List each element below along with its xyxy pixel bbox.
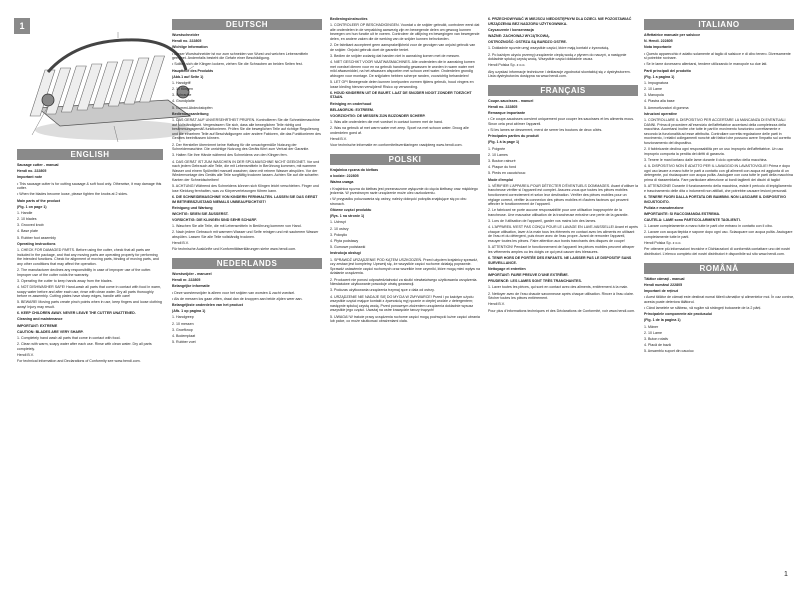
text-line: 4. Grundplatte	[172, 99, 195, 104]
text-line: 4. Placă de bază	[644, 343, 671, 348]
polish-body-continued	[488, 17, 638, 79]
text-line: BELANGRIJK: EXTREEM.	[330, 107, 374, 112]
text-line: 2. 10 Lames	[488, 152, 508, 157]
text-line: 5. Rubber voet	[172, 340, 196, 345]
text-line: 3. Pokrętło	[330, 232, 348, 237]
text-line: 4. URZĄDZENIE NIE NADAJE SIĘ DO MYCIA W ZMYWARCE! Przed i po każdym użyciu wszystkie części mające kontakt z żywnością myj ręcznie w ciepłej wodzie z detergentem; następnie spłukuj czystą wodą. Przed ponownym złożeniem urządzenia dokładnie wysusz wszystkie jego części. Uważaj na ostre krawędzie tarczy tnących!	[330, 294, 474, 313]
text-line: 1. DAS GERÄT AUF UNVERSEHRTHEIT PRÜFEN. Kontrollieren Sie die Schneidemaschine auf Vollständigkeit. Vergewissern Sie sich, dass alle beweglichen Teile richtig und bestimmungsgemäß funktionieren. Prüfen Sie die beweglichen Teile auf richtige Regulierung und die einzelnen Teile auf Beschädigungen oder andere Faktoren, die das Funktionieren des Gerätes beeinflussen können.	[172, 118, 321, 141]
text-line: Nota importante	[644, 45, 672, 50]
text-line: IMPORTANTE: SI RACCOMANDA ESTREMA.	[644, 211, 721, 216]
col3-column	[330, 17, 480, 325]
text-line: 1. Laver toutes les pièces, qui sont en contact avec des aliments, entièrement à la main.	[488, 285, 629, 290]
english-body	[17, 163, 163, 364]
text-line: • Când lamelele se slăbesc, vă rugăm să strângeți butoanele de la 2 părți.	[644, 305, 762, 310]
text-line: Für technische Auskünfte und Konformitätserklärungen siehe www.hendi.com.	[172, 247, 297, 252]
text-line: Belangrijke informatie	[172, 284, 210, 289]
text-line: 2. Was na gebruik af met warm water met zeep. Spoel na met schoon water. Droog alle onderdelen goed af.	[330, 126, 469, 135]
text-line: 2. Le fabricant ne porte aucune responsabilité pour une utilisation inappropriée de la trancheuse. Une mauvaise utilisation de la trancheuse entraîne une perte de la garantie.	[488, 208, 629, 217]
text-line: 1. Was alle onderdelen die met voedsel in contact komen met de hand.	[330, 120, 443, 125]
text-line: Hendi B.V.	[17, 352, 34, 357]
text-line: (Fig. 1 à la page 1)	[488, 140, 520, 145]
text-line: • Dieser Wurstschneider ist nur zum schneiden von Wurst und weichen Lebensmitteln geeignet. Andernfalls besteht die Gefahr einer Beschädigung.	[172, 51, 309, 61]
text-line: 3. Groefknop	[172, 327, 193, 332]
text-line: Czyszczenie i konserwacja	[488, 27, 534, 32]
text-line: Sausage cutter - manual	[17, 163, 59, 167]
text-line: Mode d'emploi	[488, 177, 514, 182]
text-line: 4. IL DISPOSITIVO NON È ADATTO PER IL LAVAGGIO IN LAVASTOVIGLIE! Prima e dopo ogni uso lavare a mano tutte le parti a contatto con gli alimenti con acqua ed aggiunta di un detergente, poi risciacquare con acqua pulita. Asciugare con cura tutte le parti della macchina prima di riassemblarla. Fare particolare attenzione ai bordi taglienti dei dischi di taglio!	[644, 164, 793, 182]
text-line: Tăiător cârnați - manual	[644, 276, 685, 281]
grooved-knob	[42, 94, 54, 106]
text-line: 5. ACHTUNG! Während des Schneidens können sich Klingen leicht verschieben. Finger und lose Kleidung fernhalten, was zu Körperverletzungen führen kann.	[172, 184, 319, 193]
text-line: 5. BEWARE! Moving parts create pinch points when in use, keep fingers and loose clothing away! Injury may result.	[17, 300, 162, 309]
text-line: Worstsnijder - manueel	[172, 272, 212, 276]
text-line: CAUTION: BLADES ARE VERY SHARP.	[17, 329, 84, 334]
text-line: Important note	[17, 175, 43, 180]
text-line: 1. Handle	[17, 210, 33, 215]
text-line: Parti principali del prodotto	[644, 68, 691, 73]
handle	[48, 40, 186, 72]
text-line: 4. Płyta podstawy	[330, 239, 359, 244]
text-line: 6. TENIR HORS DE PORTÉE DES ENFANTS. NE LAISSER PAS LE DISPOSITIF SANS SURVEILLANCE.	[488, 256, 632, 265]
english-column	[17, 147, 163, 365]
text-line: For technical information and Declarations of Conformity see www.hendi.com.	[17, 359, 141, 364]
text-line: 3. Operating the cutter to keep hands away from the blades.	[17, 278, 113, 283]
text-line: Bedieningsinstructies	[330, 17, 368, 21]
text-line: 3. Buton rotativ	[644, 336, 669, 341]
text-line: Ważna uwaga	[330, 180, 354, 185]
dutch-body	[172, 272, 322, 345]
text-line: 2. Der Hersteller übernimmt keine Haftung für die unsachgemäße Nutzung der Schneidemaschine. Die unrichtige Nutzung des Geräts führt zum Verlust der Garantie.	[172, 142, 310, 152]
text-line: Hendi numărul 222805	[644, 282, 683, 287]
romanian-header: ROMÂNĂ	[644, 263, 794, 274]
text-line: • Se le lame dovessero allentarsi, tendere utilizzando le manopole su due lati.	[644, 62, 768, 67]
text-line: 3. Podczas użytkowania urządzenia trzymaj ręce z dala od ostrzy.	[330, 288, 435, 293]
text-line: Wichtige Information	[172, 45, 208, 50]
text-line: 2. Il fabbricante declina ogni responsabilità per un uso improprio dell'affettatrice. Un uso improprio comporta la perdita dei diritti di garanzia.	[644, 147, 784, 156]
text-line: 3. Schraube	[172, 93, 192, 98]
english-header: ENGLISH	[17, 149, 163, 160]
text-line: WICHTIG: SEIEN SIE ÄUSSERST.	[172, 211, 229, 216]
text-line: Hendi B.V.	[330, 137, 347, 142]
text-line: VORSICHTIG: DIE KLINGEN SIND SEHR SCHARF.	[172, 218, 257, 223]
text-line: Wurstschneider	[172, 33, 200, 37]
german-column	[172, 17, 322, 346]
text-line: 1. CONTROLEER OP BESCHADIGINGEN. Voordat u de snijder gebruikt, controleer eerst dat alle onderdelen in de verpakking aanwezig zijn en bewegende delen om gewoog kunnen bewegen om hun functie uit te voeren. Controleer de uitlijning en bewegingen van bewegende delen, en andere zaken die de werking van de snijder kunnen beïnvloeden.	[330, 23, 480, 41]
text-line: 6. HOUD KINDEREN UIT DE BUURT. LAAT DE SNIJDER NOOIT ZONDER TOEZICHT STAAN.	[330, 90, 472, 100]
text-line: 1. CHECK FOR DAMAGED PARTS. Before using the cutter, check that all parts are included in the package, and that any moving parts are operating properly for performing the intended functions. Check for alignment of moving parts, binding of moving parts, and any other conditions that may affect the operation.	[17, 248, 159, 266]
text-line: 4. Plaque du fond	[488, 165, 517, 170]
text-line: Remarque importante	[488, 111, 526, 116]
text-line: 3. Halten Sie Ihre Hände während des Schneidens von den Klingen fern.	[172, 153, 288, 158]
text-line: Principalele componente ale produsului	[644, 312, 713, 317]
text-line: 4. Piastra alla base	[644, 99, 675, 104]
text-line: • This sausage cutter is for cutting sausage & soft food only. Otherwise, it may damage this cutter.	[17, 181, 162, 191]
page-number-box: 1	[14, 18, 30, 34]
text-line: 2. Producent nie ponosi odpowiedzialności za skutki niewłaściwego użytkowania urządzenia. Niewłaściwe użytkowanie powoduje utratę gwarancji.	[330, 277, 478, 287]
text-line: 6. TENERE FUORI DALLA PORTATA DEI BAMBINI. NON LASCIARE IL DISPOSITIVO INCUSTODITO.	[644, 194, 787, 204]
text-line: 2. 10 messen	[172, 321, 194, 326]
text-line: 3. Tenere le mani lontano dalle lame durante il ciclo operativo della macchina.	[644, 157, 768, 162]
text-line: 2. Clean with warm, soapy water after each use. Rinse with clean water. Dry all parts completely.	[17, 342, 152, 351]
text-line: 2. 10 Lame	[644, 87, 662, 92]
text-line: Hendi Polska Sp. z o.o.	[644, 241, 682, 246]
text-line: 4. NOT DISHWASHER SAFE! Hand-wash all parts that come in contact with food in warm, soapy water before and after each use, rinse with clean water. Dry all parts thoroughly before re-assembly. Cutting plates have sharp edges, handle with care!	[17, 284, 162, 299]
text-line: Belangrijkste onderdelen van het product	[172, 302, 243, 307]
text-line: • Questo apparecchio è adatto solamente al taglio di salsicce e di cibo tenero. Diversamente si potrebbe rovinare.	[644, 51, 791, 61]
text-line: 3. Bedien de snijder zodanig dat handen niet in aanraking komen met de messen.	[330, 53, 461, 58]
text-line: (Fig. 1 de la pagina 1)	[644, 318, 681, 323]
french-body	[488, 99, 638, 313]
text-line: Nettoyage et entretien	[488, 266, 526, 271]
text-line: • Als de messen los gaan zitten, draai dan de knoppen aan beide zijden weer aan.	[172, 296, 303, 301]
text-line: Reinigung und Wartung	[172, 205, 213, 210]
text-line: 3. Bouton rainuré	[488, 158, 516, 163]
text-line: 4. Bodemplaat	[172, 333, 196, 338]
text-line: Important de reținut	[644, 288, 678, 293]
polish-body	[330, 168, 480, 324]
text-line: 2. The manufacturer declines any responsibility in case of improper use of the cutter. Improper use of the cutter voids the warranty.	[17, 268, 152, 277]
text-line: 3. Grooved knob	[17, 223, 44, 228]
text-line: • W przypadku poluzowania się ostrzy, należy dokręcić pokrętła znajdujące się po obu stronach.	[330, 197, 467, 206]
text-line: 2. Nettoyer avec de l'eau chaude savonneuse après chaque utilisation. Rincer à l'eau claire. Sécher toutes les pièces entièrement.	[488, 291, 635, 301]
text-line: 1. Mâner	[644, 324, 659, 329]
french-header: FRANÇAIS	[488, 85, 638, 96]
text-line: Principales parties du produit	[488, 134, 539, 139]
text-line: • When the blades become loose, please tighten the knobs at 2 sides.	[17, 192, 128, 197]
text-line: Krajalnica ręczna do kiełbas	[330, 167, 379, 172]
dutch-body-continued	[330, 17, 480, 148]
text-line: Instrukcja obsługi	[330, 251, 361, 256]
text-line: Reiniging en onderhoud	[330, 101, 372, 106]
text-line: Pour plus d'informations techniques et des Déclarations de Conformité, voir www.hendi.com.	[488, 308, 636, 313]
text-line: Istruzioni operative	[644, 111, 677, 116]
polish-header: POLSKI	[330, 154, 480, 165]
text-line: 1. Handgriff	[172, 80, 191, 85]
text-line: 4. DAS GERÄT IST ZUM WASCHEN IN DER SPÜLMASCHINE NICHT GEEIGNET. Vor und nach jedem Gebrauch alle Teile, die mit Lebensmitteln in Berührung kommen, mit warmem Wasser und einem Spülmittel manuell waschen; dann mit reinem Wasser abspülen. Vor der Wiedermontage des Geräts alle Teile sorgfältig trocknen lassen. Achten Sie auf die scharfen Kanten der Schneidscheiben!	[172, 159, 320, 182]
text-line: Affettatrice manuale per salsicce	[644, 33, 701, 37]
text-line: VOORZICHTIG: DE MESSEN ZIJN BIJZONDER SCHERP.	[330, 114, 426, 119]
text-line: 1. Lavare completamente a mano tutte le parti che entrano in contatto con il cibo.	[644, 224, 773, 229]
dutch-header: NEDERLANDS	[172, 258, 322, 269]
text-line: Pulizia e manutenzione	[644, 205, 684, 210]
german-header: DEUTSCH	[172, 19, 322, 30]
text-line: Hendi B.V.	[172, 241, 189, 246]
text-line: Główne części produktu	[330, 208, 372, 213]
text-line: 2. 10 Lame	[644, 330, 662, 335]
text-line: 6. PRZECHOWYWAĆ W MIEJSCU NIEDOSTĘPNYM DLA DZIECI. NIE POZOSTAWIAĆ URZĄDZENIA BEZ NADZORU UŻYTKOWNIKA.	[488, 17, 632, 26]
text-line: 1. Impugnatura	[644, 80, 669, 85]
text-line: Coupe-saucisses - manuel	[488, 98, 534, 103]
text-line: CAUTELA: LAME sono PARTICOLARMENTE TAGLIENTI.	[644, 218, 741, 223]
text-line: 2. 10 Klingen	[172, 87, 193, 92]
romanian-body	[644, 277, 794, 354]
text-line: 1. SPRAWDŹ URZĄDZENIE POD KĄTEM USZKODZEŃ. Przed użyciem krajalnicy sprawdź, czy zestaw jest kompletny. Upewnij się, że wszystkie części ruchome działają poprawnie. Sprawdź ustawienie części ruchomych oraz wszelkie inne czynniki, które mogą mieć wpływ na działanie urządzenia.	[330, 257, 480, 276]
text-line: 3. Lors de l'utilisation de l'appareil, garder vos mains loin des lames.	[488, 219, 597, 224]
text-line: 1. VÉRIFIER L'APPAREIL POUR DÉTECTER D'ÉVENTUELS DOMMAGES. Avant d'utiliser la trancheuse vérifier si l'appareil est complet. Assurez-vous que toutes les pièces mobiles fonctionnent correctement et selon leur destination. Vérifier des pièces mobiles pour un réglage correct, vérifier la connexion des pièces mobiles et d'autres facteurs qui peuvent affecter le fonctionnement de l'appareil.	[488, 183, 638, 207]
text-line: 1. Poignée	[488, 146, 506, 151]
text-line: 1. Waschen Sie alle Teile, die mit Lebensmitteln in Berührung kommen von Hand.	[172, 224, 302, 229]
text-line: 5. Ammortizzatori di gomma	[644, 105, 689, 110]
text-line: N. Hendi. 222805	[644, 39, 673, 44]
text-line: (Afb. 1 op pagina 1)	[172, 309, 206, 314]
text-line: 1. Uchwyt	[330, 220, 346, 225]
text-line: 5. UWAGA! W trakcie pracy urządzenia ruchome części mogą pochwycić luźne części ubrania lub palce, co może skutkować obrażeniami ciała.	[330, 314, 480, 324]
text-line: 4. L'APPAREIL N'EST PAS CONÇU POUR LE LAVAGE EN LAVE-VAISSELLE! Avant et après chaque utilisation, laver à la main tous les éléments en contact avec les aliments en utilisant de l'eau et du détergent, puis rincer avec de l'eau propre. Avant de remonter l'appareil, essuyer toutes les pièces. Faire attention aux bords tranchants des disques de coupe!	[488, 225, 638, 244]
product-illustration	[18, 30, 198, 145]
text-line: Cleaning and maintenance	[17, 317, 63, 322]
text-line: 3. Manopola	[644, 93, 664, 98]
german-body	[172, 33, 322, 252]
text-line: Hendi no. 222805	[172, 39, 202, 44]
text-line: Hendi Polska Sp. z o.o.	[488, 63, 526, 68]
text-line: Hauptteile des Produkts	[172, 68, 214, 73]
page-number: 1	[784, 571, 788, 578]
text-line: • Krajalnica ręczna do kiełbas jest przeznaczone wyłącznie do cięcia kiełbasy oraz miękkiego jedzenia. W przeciwnym razie urządzenie może ulec uszkodzeniu.	[330, 186, 478, 196]
text-line: • Acest tăiător de cârnați este destinat numai tăierii cârnaților și alimentelor moi. În caz contrar, acesta poate deteriora tăiătorul.	[644, 295, 794, 304]
text-line: 5. ATTENTION! Pendant le fonctionnement de l'appareil les pièces mobiles peuvent attraper les vêtements amples ou les doigts ce qui peut causer des blessures.	[488, 245, 635, 254]
text-line: 5. Rubber foot assembly	[17, 235, 56, 240]
col6-column	[644, 17, 794, 355]
text-line: 2. 10 ostrzy	[330, 226, 349, 231]
text-line: (Fig. 1 on page 1)	[17, 204, 47, 209]
text-line: 1. Handgreep	[172, 315, 194, 320]
text-line: 5. ATTENZIONE! Durante il funzionamento della macchina, esiste il pericolo di impigliamento e trascinamento delle dita o indumenti non attillati, che potrebbe causare lesioni personali.	[644, 184, 792, 193]
text-line: 2. Po każdym użyciu przemyj urządzenie ciepłą wodą z płynem do naczyń, a następnie dokładnie spłukuj czystą wodą. Wszystkie części dokładnie osusz.	[488, 52, 627, 62]
text-line: 6. DIE SCHNEIDEMASCHINE VON KINDERN FERNHALTEN. LASSEN SIE DAS GERÄT IM BETRIEBSZUSTAND NIEMALS UNBEAUFSICHTIGT!	[172, 194, 318, 204]
text-line: Hendi no. 222805	[488, 104, 518, 109]
text-line: 1. Completely hand wash all parts that come in contact with food.	[17, 335, 121, 340]
text-line: (Fig. 1 a pagina 1)	[644, 74, 675, 79]
text-line: Bedienungsanleitung	[172, 111, 209, 116]
text-line: 5. Gumowe podstawki	[330, 245, 366, 250]
text-line: 2. Nach jedem Gebrauch mit warmem Wasser und Seife reinigen und mit sauberem Wasser abspülen. Lassen Sie alle Teile vollständig trocknen.	[172, 230, 319, 240]
text-line: Aby uzyskać informacje techniczne i deklaracje zgodności skontaktuj się z dystrybutorem. Lista dystrybutorów dostępna na www.hendi.com.	[488, 69, 631, 79]
text-line: IMPORTANT: FAIRE PREUVE D'UNE EXTRÊME.	[488, 272, 569, 277]
italian-body	[644, 33, 794, 257]
text-line: 1. Dokładnie ręcznie umyj wszystkie części, które mają kontakt z żywnością.	[488, 46, 610, 51]
italian-header: ITALIANO	[644, 19, 794, 30]
text-line: • Sollten sich die Klingen lockern, ziehen Sie die Schrauben an beiden Seiten fest.	[172, 62, 303, 67]
text-line: • Deze worstensnijder is alleen voor het snijden van worsten & zacht voedsel.	[172, 290, 296, 295]
text-line: • Ce coupe-saucisses convient uniquement pour couper les saucisses et les aliments mous. Sinon cela peut abîmer l'appareil.	[488, 117, 635, 126]
text-line: Main parts of the product	[17, 198, 61, 203]
text-line: • Si les lames se desserrent, merci de serrer les boutons de deux côtés.	[488, 128, 603, 133]
text-line: Hendi no. 222805	[17, 169, 47, 174]
text-line: 4. Base plate	[17, 229, 38, 234]
text-line: 1. CONTROLLARE IL DISPOSITIVO PER ACCERTARE LA MANCANZA DI EVENTUALI DANNI. Prima di procedere all'esercizio dell'affettatrice accertarsi della completezza della macchina. Accertarsi inoltre che tutte le parti in movimento funzionino correttamente e secondo la funzionalità ad esse attribuita. Controllare corretta regolazione delle parti in movimento, i relativi collegamenti nonché altri fattori che possono avere l'impatto sul corretto funzionamento del dispositivo.	[644, 118, 791, 145]
text-line: IMPORTANT: EXTREME	[17, 323, 58, 328]
text-line: 5. LET OP! Bewegende delen kunnen knelpunten vormen tijdens gebruik, houd vingers en losse kleding hiervan verwijderd! Risico op verwonding.	[330, 80, 474, 89]
text-line: 5. Gummi-Abdeckstopfen	[172, 105, 213, 110]
text-line: 2. De fabrikant accepteert geen aansprakelijkheid voor de gevolgen van onjuist gebruik van de snijder. Onjuist gebruik doet de garantie teniet.	[330, 43, 476, 52]
text-line: 6. KEEP CHILDREN AWAY. NEVER LEAVE THE CUTTER UNATTENED.	[17, 311, 136, 316]
text-line: PRUDENCE: LES LAMES SONT TRÈS TRANCHANTES.	[488, 279, 582, 284]
text-line: 5. Ansamblu suport din cauciuc	[644, 349, 694, 354]
text-line: Voor technische informatie en conformiteitsverklaringen raadpleeg www.hendi.com.	[330, 143, 463, 148]
text-line: Hendi nr. 222805	[172, 278, 201, 283]
text-line: 2. 10 blades	[17, 217, 37, 222]
text-line: OSTROŻNOŚĆ: OSTRZA SĄ BARDZO OSTRE.	[488, 40, 567, 45]
text-line: Per ottenere più informazioni tecniche e Dichiarazioni di conformità contattare uno dei nostri distributori. L'elenco completo dei nostri distributori è disponibile sul sito www.hendi.com.	[644, 247, 791, 256]
text-line: Hendi B.V.	[488, 302, 505, 307]
text-line: 4. NIET GESCHIKT VOOR VAATWASMACHINES. Alle onderdelen die in aanraking komen met voedsel dienen voor en na gebruik handmatig gewassen te worden in warm water met mild afwasmiddel, na het afwassen afspoelen met schoon zeel water. Onderdelen grondig afdrogen voor montage. De snijplaten hebben scherpe randen, voorzichtig behandelen!	[330, 60, 475, 78]
text-line: (Abb.1 auf Seite 1)	[172, 74, 204, 79]
text-line: 2. Lavare con acqua tiepida e sapone dopo ogni uso. Sciacquare con acqua pulita. Asciugare completamente tutte le parti.	[644, 230, 793, 240]
text-line: (Rys. 1 na stronie 1)	[330, 214, 365, 219]
text-line: WAŻNE: ZACHOWAJ WYJĄTKOWĄ.	[488, 33, 550, 38]
text-line: 5. Pieds en caoutchouc	[488, 171, 526, 176]
text-line: o kodzie: 222805	[330, 174, 359, 179]
col5-column	[488, 17, 638, 315]
text-line: Operating instructions	[17, 241, 56, 246]
